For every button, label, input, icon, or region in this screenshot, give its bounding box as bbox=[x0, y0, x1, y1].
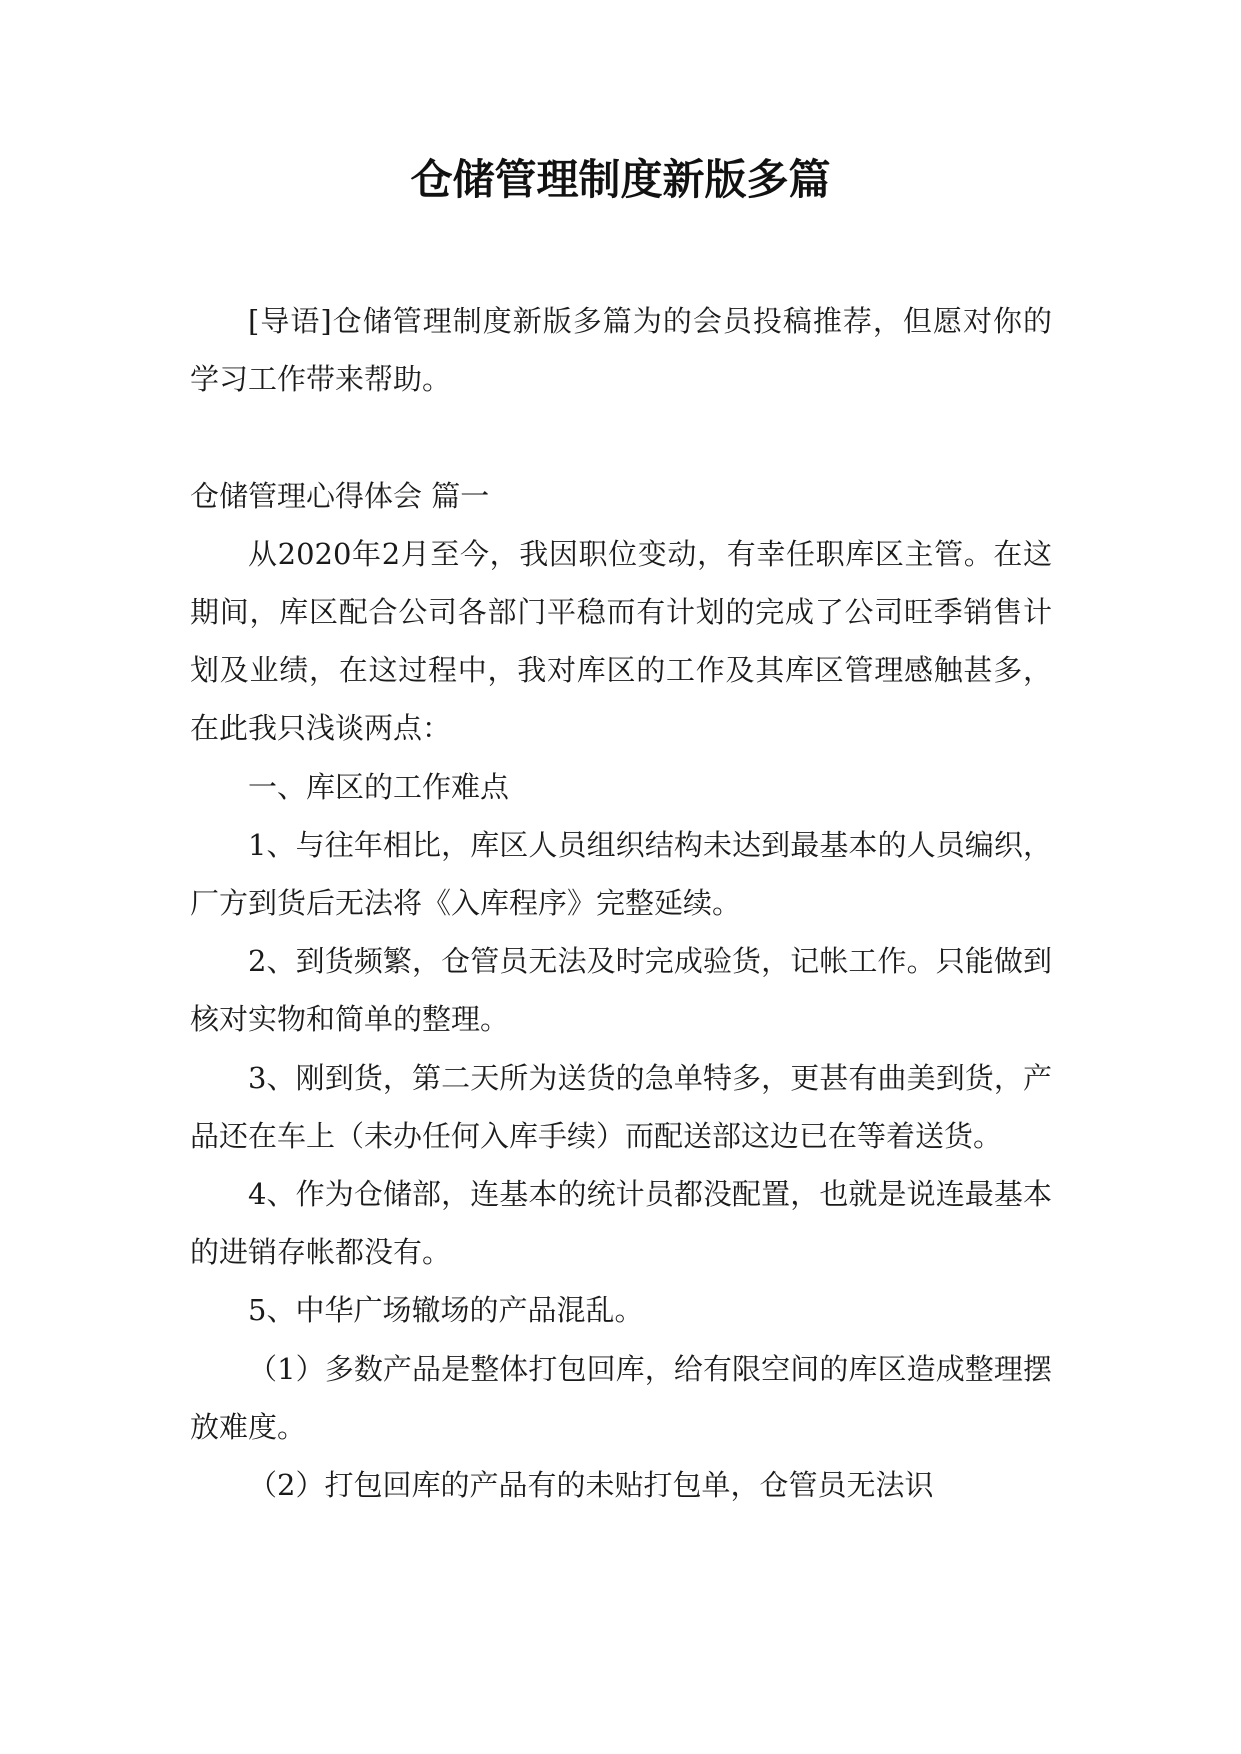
spacer bbox=[190, 408, 1052, 466]
body-paragraph: 从2020年2月至今，我因职位变动，有幸任职库区主管。在这期间，库区配合公司各部门平稳而有计划的完成了公司旺季销售计划及业绩，在这过程中，我对库区的工作及其库区管理感触甚多，在此我只浅谈两点： bbox=[190, 536, 1052, 746]
sub-list-item: （1）多数产品是整体打包回库，给有限空间的库区造成整理摆放难度。 bbox=[190, 1351, 1052, 1444]
intro-paragraph: [导语]仓储管理制度新版多篇为的会员投稿推荐，但愿对你的学习工作带来帮助。 bbox=[190, 304, 1052, 397]
subheading: 一、库区的工作难点 bbox=[248, 769, 510, 804]
section-heading: 仓储管理心得体会 篇一 bbox=[190, 478, 490, 513]
list-item: 2、到货频繁，仓管员无法及时完成验货，记帐工作。只能做到核对实物和简单的整理。 bbox=[190, 944, 1052, 1037]
document-title: 仓储管理制度新版多篇 bbox=[410, 155, 831, 204]
document-body bbox=[190, 292, 1052, 1514]
list-item: 1、与往年相比，库区人员组织结构未达到最基本的人员编织，厂方到货后无法将《入库程序》完整延续。 bbox=[190, 827, 1052, 921]
list-item: 5、中华广场辙场的产品混乱。 bbox=[248, 1293, 644, 1328]
list-item: 4、作为仓储部，连基本的统计员都没配置，也就是说连最基本的进销存帐都没有。 bbox=[190, 1177, 1052, 1270]
sub-list-item: （2）打包回库的产品有的未贴打包单，仓管员无法识 bbox=[248, 1468, 934, 1503]
list-item: 3、刚到货，第二天所为送货的急单特多，更甚有曲美到货，产品还在车上（未办任何入库手续）而配送部这边已在等着送货。 bbox=[190, 1060, 1052, 1153]
